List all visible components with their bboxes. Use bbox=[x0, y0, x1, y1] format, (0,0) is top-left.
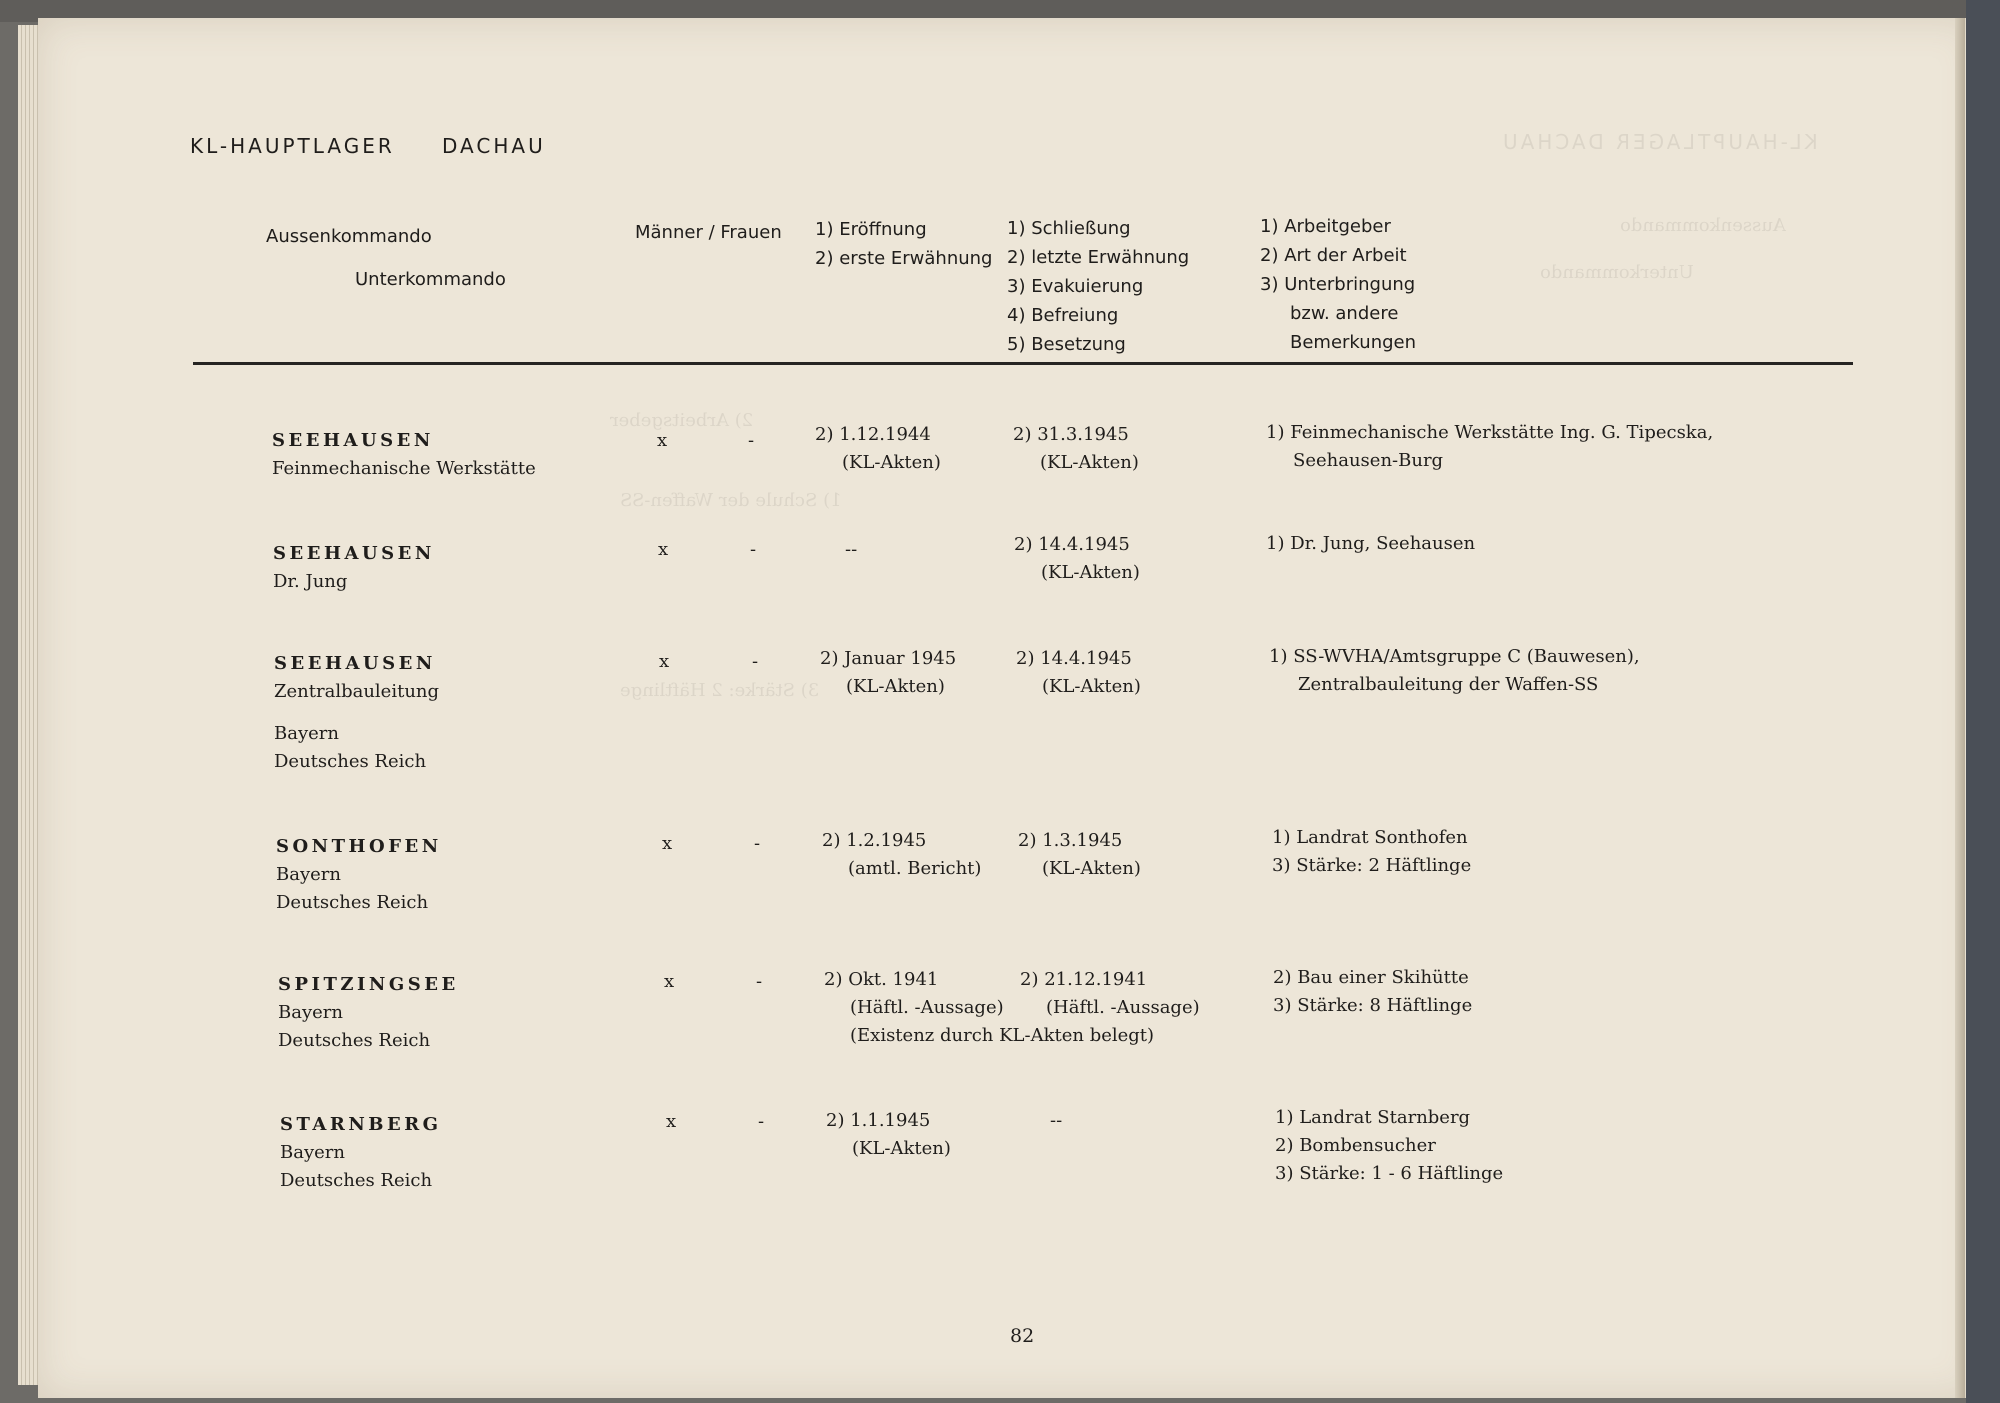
page-number: 82 bbox=[1010, 1325, 1035, 1347]
column-header-closing bbox=[1007, 214, 1189, 359]
remarks-line: 2) Bombensucher bbox=[1275, 1135, 1436, 1156]
closing-line: (KL-Akten) bbox=[1040, 452, 1139, 473]
opening-line: 2) Januar 1945 bbox=[820, 648, 957, 669]
entry-name-cell bbox=[280, 1111, 442, 1195]
entry-closing bbox=[1013, 421, 1139, 477]
closing-line: (KL-Akten) bbox=[1042, 858, 1141, 879]
entry-name-cell bbox=[276, 833, 442, 917]
remarks-line: Zentralbauleitung der Waffen-SS bbox=[1298, 674, 1599, 695]
opening-line: (KL-Akten) bbox=[842, 452, 941, 473]
entry-men: x bbox=[658, 539, 669, 560]
entry-women: - bbox=[754, 833, 761, 854]
entry-sub: Deutsches Reich bbox=[280, 1170, 433, 1191]
bleed-through-text: 3) Stärke: 2 Häftlinge bbox=[620, 680, 820, 701]
remarks-line: 3) Stärke: 1 - 6 Häftlinge bbox=[1275, 1163, 1504, 1184]
entry-men: x bbox=[666, 1111, 677, 1132]
column-header-opening bbox=[815, 215, 993, 273]
entry-women: - bbox=[756, 971, 763, 992]
column-header-remarks bbox=[1260, 212, 1416, 357]
bleed-through-title: KL-HAUPTLAGER DACHAU bbox=[1500, 130, 1818, 154]
entry-name: SONTHOFEN bbox=[276, 836, 442, 857]
entry-name-cell bbox=[274, 650, 439, 776]
entry-closing bbox=[1018, 827, 1141, 883]
column-header-unterkommando: Unterkommando bbox=[355, 269, 506, 290]
bleed-through-text: Unterkommando bbox=[1540, 262, 1694, 283]
closing-line: 2) 14.4.1945 bbox=[1016, 648, 1132, 669]
closing-line: 2) 1.3.1945 bbox=[1018, 830, 1123, 851]
opening-line: 2) 1.1.1945 bbox=[826, 1110, 931, 1131]
entry-women: - bbox=[748, 430, 755, 451]
entry-men: x bbox=[659, 651, 670, 672]
entry-closing bbox=[1014, 531, 1140, 587]
opening-line: (KL-Akten) bbox=[846, 676, 945, 697]
remarks-line: 1) Dr. Jung, Seehausen bbox=[1266, 533, 1476, 554]
remarks-line: 2) Bau einer Skihütte bbox=[1273, 967, 1469, 988]
entry-sub: Deutsches Reich bbox=[274, 751, 427, 772]
entry-sub bbox=[274, 706, 439, 720]
header-line: 3) Unterbringung bbox=[1260, 274, 1416, 295]
closing-line: (KL-Akten) bbox=[1041, 562, 1140, 583]
entry-name: SEEHAUSEN bbox=[274, 653, 436, 674]
entry-sub: Bayern bbox=[276, 864, 341, 885]
closing-line: 2) 21.12.1941 bbox=[1020, 969, 1148, 990]
entry-sub: Dr. Jung bbox=[273, 571, 348, 592]
entry-opening bbox=[845, 536, 857, 564]
header-line: 2) Art der Arbeit bbox=[1260, 245, 1407, 266]
entry-opening bbox=[826, 1107, 951, 1163]
closing-line: 2) 31.3.1945 bbox=[1013, 424, 1129, 445]
opening-line: (Häftl. -Aussage) bbox=[850, 997, 1004, 1018]
opening-line: 2) 1.12.1944 bbox=[815, 424, 931, 445]
opening-line: (amtl. Bericht) bbox=[848, 858, 982, 879]
header-divider bbox=[193, 362, 1853, 365]
opening-line: (Existenz durch KL-Akten belegt) bbox=[850, 1025, 1155, 1046]
entry-name: SPITZINGSEE bbox=[278, 974, 459, 995]
entry-closing bbox=[1050, 1107, 1062, 1135]
remarks-line: 3) Stärke: 8 Häftlinge bbox=[1273, 995, 1473, 1016]
entry-men: x bbox=[657, 430, 668, 451]
closing-line: (Häftl. -Aussage) bbox=[1046, 997, 1200, 1018]
entry-sub: Bayern bbox=[278, 1002, 343, 1023]
entry-name-cell bbox=[273, 540, 435, 596]
opening-line: (KL-Akten) bbox=[852, 1138, 951, 1159]
entry-men: x bbox=[662, 833, 673, 854]
header-line: 2) letzte Erwähnung bbox=[1007, 247, 1190, 268]
book-spine bbox=[1955, 18, 1965, 1398]
remarks-line: 3) Stärke: 2 Häftlinge bbox=[1272, 855, 1472, 876]
entry-women: - bbox=[758, 1111, 765, 1132]
entry-name: STARNBERG bbox=[280, 1114, 442, 1135]
entry-name-cell bbox=[278, 971, 459, 1055]
entry-sub: Bayern bbox=[280, 1142, 345, 1163]
entry-remarks bbox=[1275, 1104, 1503, 1188]
closing-line: 2) 14.4.1945 bbox=[1014, 534, 1130, 555]
header-line: 1) Schließung bbox=[1007, 218, 1131, 239]
header-line: bzw. andere bbox=[1290, 303, 1399, 324]
entry-sub: Zentralbauleitung bbox=[274, 681, 440, 702]
closing-line: (KL-Akten) bbox=[1042, 676, 1141, 697]
page-title-right: DACHAU bbox=[442, 134, 546, 158]
entry-remarks bbox=[1266, 530, 1475, 558]
opening-line: 2) 1.2.1945 bbox=[822, 830, 927, 851]
column-header-maenner-frauen: Männer / Frauen bbox=[635, 222, 782, 243]
entry-sub: Deutsches Reich bbox=[278, 1030, 431, 1051]
entry-closing bbox=[1016, 645, 1141, 701]
page-title-left: KL-HAUPTLAGER bbox=[190, 134, 395, 158]
header-line: 4) Befreiung bbox=[1007, 305, 1119, 326]
remarks-line: 1) SS-WVHA/Amtsgruppe C (Bauwesen), bbox=[1269, 646, 1640, 667]
opening-line: -- bbox=[845, 539, 858, 560]
closing-line: -- bbox=[1050, 1110, 1063, 1131]
remarks-line: 1) Landrat Starnberg bbox=[1275, 1107, 1471, 1128]
column-header-aussenkommando: Aussenkommando bbox=[266, 226, 432, 247]
remarks-line: 1) Feinmechanische Werkstätte Ing. G. Tipecska, bbox=[1266, 422, 1714, 443]
entry-name: SEEHAUSEN bbox=[273, 543, 435, 564]
remarks-line: 1) Landrat Sonthofen bbox=[1272, 827, 1468, 848]
entry-remarks bbox=[1272, 824, 1471, 880]
header-line: 5) Besetzung bbox=[1007, 334, 1126, 355]
header-line: 1) Arbeitgeber bbox=[1260, 216, 1391, 237]
right-background bbox=[1966, 0, 2000, 1403]
entry-opening bbox=[820, 645, 956, 701]
entry-women: - bbox=[752, 651, 759, 672]
bleed-through-text: 1) Schule der Waffen-SS bbox=[620, 490, 842, 511]
header-line: Bemerkungen bbox=[1290, 332, 1417, 353]
entry-sub: Deutsches Reich bbox=[276, 892, 429, 913]
bleed-through-text: Aussenkommando bbox=[1620, 215, 1786, 236]
header-line: 2) erste Erwähnung bbox=[815, 248, 993, 269]
entry-closing bbox=[1020, 966, 1200, 1022]
entry-sub: Bayern bbox=[274, 723, 339, 744]
header-line: 3) Evakuierung bbox=[1007, 276, 1144, 297]
header-line: 1) Eröffnung bbox=[815, 219, 927, 240]
entry-opening bbox=[815, 421, 941, 477]
remarks-line: Seehausen-Burg bbox=[1293, 450, 1444, 471]
entry-name-cell bbox=[272, 427, 536, 483]
entry-remarks bbox=[1273, 964, 1472, 1020]
entry-remarks bbox=[1269, 643, 1640, 699]
bleed-through-text: 2) Arbeitsgeber bbox=[610, 410, 754, 431]
entry-women: - bbox=[750, 539, 757, 560]
entry-sub: Feinmechanische Werkstätte bbox=[272, 458, 536, 479]
opening-line: 2) Okt. 1941 bbox=[824, 969, 939, 990]
entry-name: SEEHAUSEN bbox=[272, 430, 434, 451]
entry-opening bbox=[822, 827, 981, 883]
entry-men: x bbox=[664, 971, 675, 992]
entry-remarks bbox=[1266, 419, 1713, 475]
